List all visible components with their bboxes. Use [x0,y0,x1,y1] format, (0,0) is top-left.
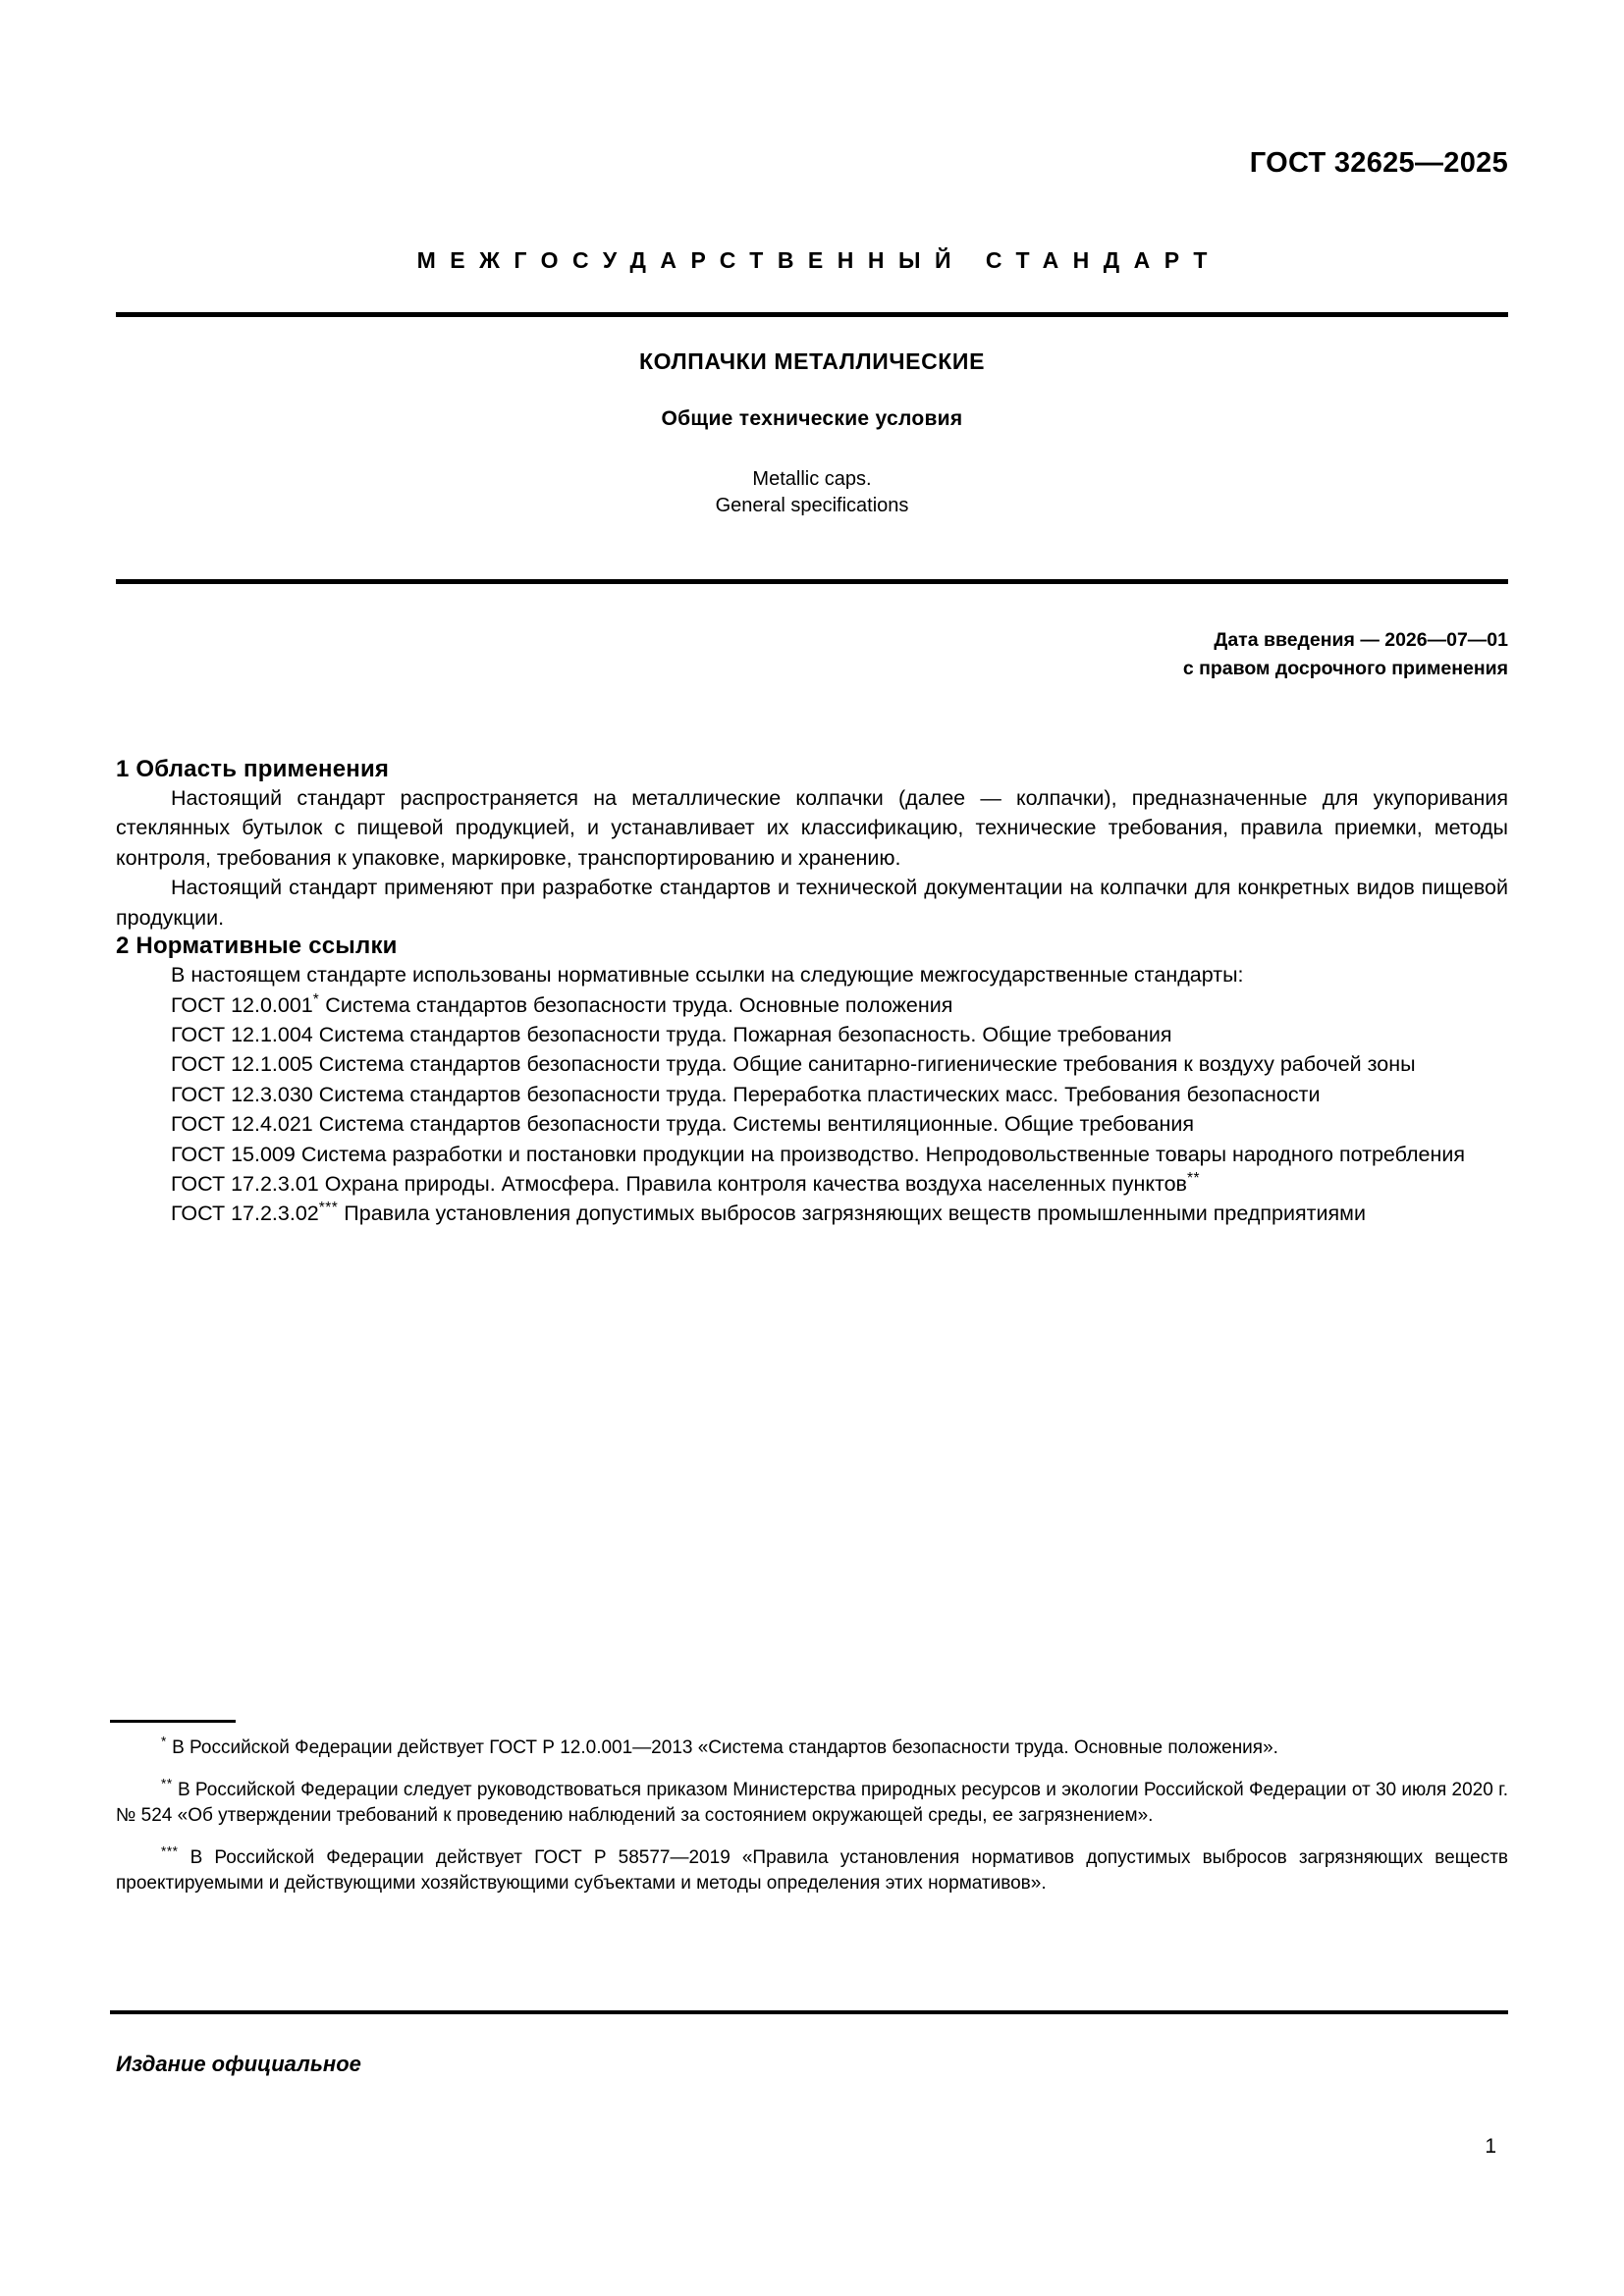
footer-divider [110,2010,1508,2014]
reference-text: Система стандартов безопасности труда. Системы вентиляционные. Общие требования [312,1112,1195,1137]
reference-item [116,1080,1508,1109]
reference-text: Система стандартов безопасности труда. Общие санитарно-гигиенические требования к воздуху рабочей зоны [312,1052,1416,1077]
reference-code: ГОСТ 12.1.004 [171,1022,313,1046]
reference-code: ГОСТ 12.3.030 [171,1082,313,1106]
reference-code: ГОСТ 15.009 [171,1142,296,1166]
standard-kind-label: МЕЖГОСУДАРСТВЕННЫЙ СТАНДАРТ [416,247,1221,273]
section-heading-scope: 1 Область применения [116,756,390,782]
reference-item [116,1020,1508,1049]
footnote-text: В Российской Федерации следует руководствоваться приказом Министерства природных ресурсов и экологии Российской Федерации от 30 июля 2020 г. № 524 «Об утверждении требований к проведению наблюдений за состоянием окружающей среды, ее загрязнением». [116,1779,1508,1827]
reference-text: Система стандартов безопасности труда. Переработка пластических масс. Требования безопасности [312,1082,1321,1106]
reference-text: Система стандартов безопасности труда. Основные положения [319,992,953,1017]
footnote [116,1735,1508,1762]
scope-paragraph-2: Настоящий стандарт применяют при разработке стандартов и технической документации на колпачки для конкретных видов пищевой продукции. [116,876,1508,930]
scope-paragraph-1: Настоящий стандарт распространяется на металлические колпачки (далее — колпачки), предназначенные для укупоривания стеклянных бутылок с пищевой продукцией, и устанавливает их классификацию, технические требования, правила приемки, методы контроля, требования к упаковке, маркировке, транспортированию и хранению. [116,786,1508,870]
reference-item [116,1049,1508,1079]
footnotes-block [116,1735,1508,1897]
footnote [116,1778,1508,1830]
references-intro: В настоящем стандарте использованы нормативные ссылки на следующие межгосударственные стандарты: [171,963,1244,988]
reference-code: ГОСТ 12.0.001 [171,992,313,1017]
title-english [116,466,1508,518]
reference-item [116,1109,1508,1139]
title-block [116,348,1508,518]
page-number: 1 [1485,2135,1496,2158]
reference-code: ГОСТ 12.1.005 [171,1052,313,1077]
footnote-separator [110,1720,236,1723]
footnote-marker: * [161,1734,167,1749]
header-divider-bottom [116,579,1508,584]
reference-footnote-marker: *** [318,1200,339,1217]
document-body [116,756,1508,1229]
reference-text: Система разработки и постановки продукции на производство. Непродовольственные товары народного потребления [295,1142,1466,1166]
reference-text: Охрана природы. Атмосфера. Правила контроля качества воздуха населенных пунктов [318,1172,1187,1197]
reference-item [116,990,1508,1020]
introduction-date-line1: Дата введения — 2026—07—01 [1214,629,1508,651]
reference-item [116,1140,1508,1169]
official-edition-label: Издание официальное [116,2052,361,2076]
section-heading-references: 2 Нормативные ссылки [116,933,398,960]
reference-text: Система стандартов безопасности труда. Пожарная безопасность. Общие требования [312,1022,1172,1046]
reference-text: Правила установления допустимых выбросов загрязняющих веществ промышленными предприятиями [338,1201,1366,1226]
page-title: КОЛПАЧКИ МЕТАЛЛИЧЕСКИЕ [638,348,986,374]
reference-item [116,1169,1508,1199]
reference-code: ГОСТ 12.4.021 [171,1112,313,1137]
footnote-marker: *** [161,1843,179,1859]
reference-footnote-marker: * [312,990,320,1008]
page-subtitle: Общие технические условия [661,407,963,430]
header-divider-top [116,312,1508,317]
footnote-text: В Российской Федерации действует ГОСТ Р 12.0.001—2013 «Система стандартов безопасности труда. Основные положения». [166,1737,1278,1758]
introduction-date [1183,626,1508,683]
reference-code: ГОСТ 17.2.3.01 [171,1172,319,1197]
title-english-line2: General specifications [715,494,909,516]
reference-code: ГОСТ 17.2.3.02 [171,1201,319,1226]
reference-item [116,1199,1508,1228]
title-english-line1: Metallic caps. [752,468,872,490]
footnote-marker: ** [161,1776,173,1791]
reference-footnote-marker: ** [1186,1169,1201,1187]
introduction-date-line2: с правом досрочного применения [1182,657,1508,679]
footnote [116,1845,1508,1897]
document-number: ГОСТ 32625—2025 [1249,147,1508,179]
references-list [116,990,1508,1229]
footnote-text: В Российской Федерации действует ГОСТ Р 58577—2019 «Правила установления нормативов допустимых выбросов загрязняющих веществ проектируемыми и действующими хозяйствующими субъектами и методы определения этих нормативов». [116,1846,1508,1895]
